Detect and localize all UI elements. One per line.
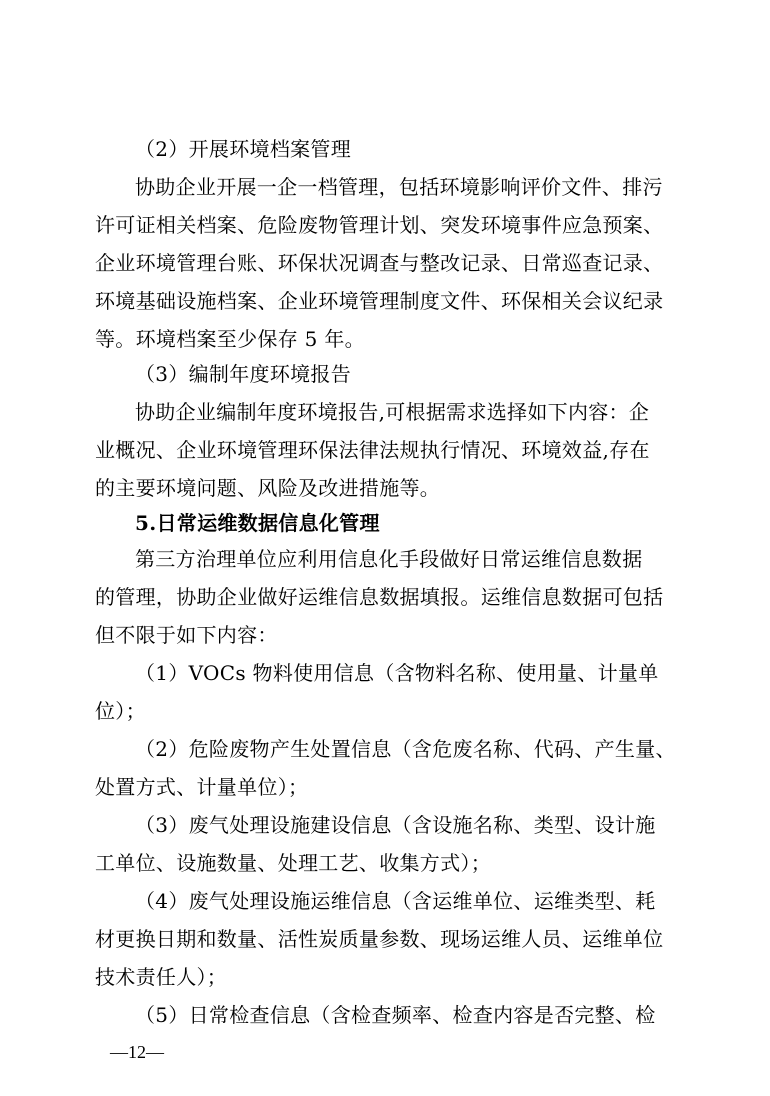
paragraph-line: 企业环境管理台账、环保状况调查与整改记录、日常巡查记录、 — [95, 251, 664, 275]
list-item-4: （4）废气处理设施运维信息（含运维单位、运维类型、耗 — [135, 889, 656, 913]
list-item-2-cont: 处置方式、计量单位）； — [95, 775, 309, 799]
paragraph-line: 第三方治理单位应利用信息化手段做好日常运维信息数据 — [135, 547, 643, 571]
section-heading: 5.日常运维数据信息化管理 — [135, 511, 380, 535]
list-item-2: （2）危险废物产生处置信息（含危废名称、代码、产生量、 — [135, 737, 676, 761]
paragraph-line: 的主要环境问题、风险及改进措施等。 — [95, 476, 441, 500]
paragraph-line: 的管理，协助企业做好运维信息数据填报。运维信息数据可包括 — [95, 585, 664, 609]
subheading-annual-report: （3）编制年度环境报告 — [135, 362, 352, 386]
subheading-archive-management: （2）开展环境档案管理 — [135, 137, 352, 161]
list-item-4-cont: 材更换日期和数量、活性炭质量参数、现场运维人员、运维单位 — [95, 927, 664, 951]
paragraph-line: 业概况、企业环境管理环保法律法规执行情况、环境效益,存在 — [95, 438, 650, 462]
list-item-1: （1）VOCs 物料使用信息（含物料名称、使用量、计量单 — [135, 661, 659, 685]
list-item-3-cont: 工单位、设施数量、处理工艺、收集方式）； — [95, 851, 491, 875]
list-item-3: （3）废气处理设施建设信息（含设施名称、类型、设计施 — [135, 813, 656, 837]
paragraph-line: 许可证相关档案、危险废物管理计划、突发环境事件应急预案、 — [95, 213, 664, 237]
paragraph-line: 协助企业开展一企一档管理，包括环境影响评价文件、排污 — [135, 175, 663, 199]
paragraph-line: 但不限于如下内容： — [95, 623, 278, 647]
list-item-1-cont: 位）； — [95, 699, 146, 723]
paragraph-line: 等。环境档案至少保存 5 年。 — [95, 327, 365, 351]
page-number: —12— — [110, 1042, 164, 1062]
list-item-4-cont: 技术责任人）； — [95, 965, 228, 989]
paragraph-line: 环境基础设施档案、企业环境管理制度文件、环保相关会议纪录 — [95, 289, 664, 313]
list-item-5: （5）日常检查信息（含检查频率、检查内容是否完整、检 — [135, 1003, 656, 1027]
paragraph-line: 协助企业编制年度环境报告,可根据需求选择如下内容：企 — [135, 400, 650, 424]
